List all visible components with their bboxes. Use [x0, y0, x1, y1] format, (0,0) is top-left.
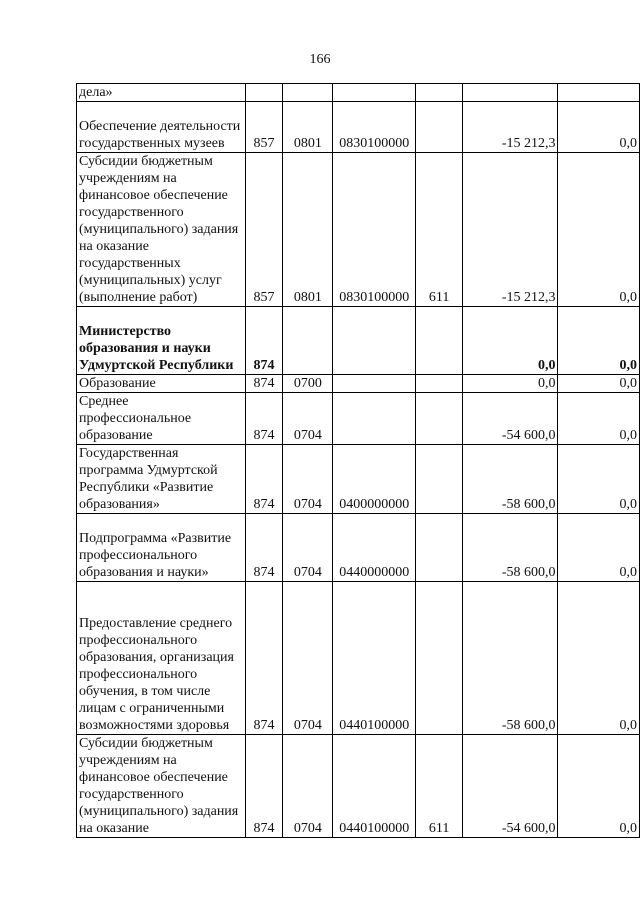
table-row	[77, 582, 640, 735]
section-code: 0700	[283, 375, 333, 393]
expense-type-code	[416, 514, 463, 582]
target-code	[333, 84, 416, 102]
row-name: Среднее профессиональное образование	[77, 393, 246, 445]
row-name: дела»	[77, 84, 246, 102]
ministry-code: 874	[245, 514, 283, 582]
budget-table	[76, 83, 640, 838]
amount: -54 600,0	[463, 735, 558, 838]
row-name: Предоставление среднего профессионального образования, организация профессионального обучения, в том числе лицам с ограниченными возможностями здоровья	[77, 582, 246, 735]
ministry-code	[245, 84, 283, 102]
amount-2: 0,0	[558, 102, 640, 153]
expense-type-code	[416, 582, 463, 735]
expense-type-code	[416, 102, 463, 153]
expense-type-code	[416, 445, 463, 514]
table-row	[77, 307, 640, 375]
ministry-code: 874	[245, 735, 283, 838]
row-name: Субсидии бюджетным учреждениям на финансовое обеспечение государственного (муниципального) задания на оказание государственных (муниципальных) услуг (выполнение работ)	[77, 153, 246, 307]
section-code: 0704	[283, 393, 333, 445]
table-row	[77, 102, 640, 153]
expense-type-code	[416, 393, 463, 445]
target-code: 0830100000	[333, 102, 416, 153]
budget-table-body	[77, 84, 640, 838]
target-code	[333, 375, 416, 393]
amount: 0,0	[463, 375, 558, 393]
section-code: 0801	[283, 102, 333, 153]
row-name: Обеспечение деятельности государственных музеев	[77, 102, 246, 153]
expense-type-code: 611	[416, 153, 463, 307]
row-name: Государственная программа Удмуртской Республики «Развитие образования»	[77, 445, 246, 514]
amount: -15 212,3	[463, 102, 558, 153]
row-name: Образование	[77, 375, 246, 393]
ministry-code: 857	[245, 102, 283, 153]
amount-2: 0,0	[558, 582, 640, 735]
ministry-code: 874	[245, 375, 283, 393]
expense-type-code	[416, 375, 463, 393]
ministry-code: 857	[245, 153, 283, 307]
target-code: 0440000000	[333, 514, 416, 582]
expense-type-code	[416, 307, 463, 375]
amount: -15 212,3	[463, 153, 558, 307]
table-row	[77, 153, 640, 307]
expense-type-code: 611	[416, 735, 463, 838]
section-code: 0704	[283, 514, 333, 582]
amount: -58 600,0	[463, 445, 558, 514]
target-code	[333, 393, 416, 445]
section-code: 0704	[283, 582, 333, 735]
amount: 0,0	[463, 307, 558, 375]
section-code: 0704	[283, 735, 333, 838]
row-name: Подпрограмма «Развитие профессионального образования и науки»	[77, 514, 246, 582]
section-code: 0801	[283, 153, 333, 307]
amount-2: 0,0	[558, 307, 640, 375]
section-code: 0704	[283, 445, 333, 514]
page-number: 166	[309, 52, 331, 67]
amount-2: 0,0	[558, 153, 640, 307]
table-row	[77, 735, 640, 838]
amount-2: 0,0	[558, 393, 640, 445]
table-row	[77, 84, 640, 102]
table-row	[77, 393, 640, 445]
row-name: Министерство образования и науки Удмуртской Республики	[77, 307, 246, 375]
section-code	[283, 84, 333, 102]
target-code: 0440100000	[333, 735, 416, 838]
amount: -58 600,0	[463, 582, 558, 735]
target-code: 0440100000	[333, 582, 416, 735]
ministry-code: 874	[245, 393, 283, 445]
amount: -54 600,0	[463, 393, 558, 445]
amount-2: 0,0	[558, 514, 640, 582]
ministry-code: 874	[245, 445, 283, 514]
amount	[463, 84, 558, 102]
amount: -58 600,0	[463, 514, 558, 582]
table-row	[77, 514, 640, 582]
amount-2	[558, 84, 640, 102]
amount-2: 0,0	[558, 735, 640, 838]
row-name: Субсидии бюджетным учреждениям на финансовое обеспечение государственного (муниципального) задания на оказание	[77, 735, 246, 838]
amount-2: 0,0	[558, 375, 640, 393]
table-row	[77, 445, 640, 514]
ministry-code: 874	[245, 307, 283, 375]
section-code	[283, 307, 333, 375]
ministry-code: 874	[245, 582, 283, 735]
target-code	[333, 307, 416, 375]
table-row	[77, 375, 640, 393]
amount-2: 0,0	[558, 445, 640, 514]
target-code: 0400000000	[333, 445, 416, 514]
target-code: 0830100000	[333, 153, 416, 307]
expense-type-code	[416, 84, 463, 102]
